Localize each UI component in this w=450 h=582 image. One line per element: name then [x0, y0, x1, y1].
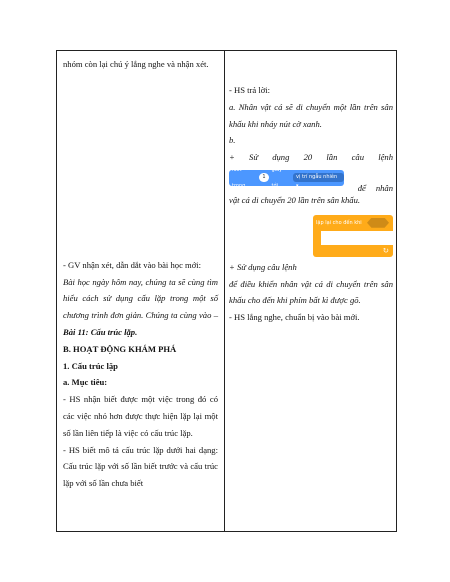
after-block-text — [358, 180, 393, 197]
student-column — [225, 51, 398, 531]
word: 20 — [303, 152, 313, 163]
goal-1: - HS nhận biết được một việc trong đó có các việc nhỏ hơn được thực hiện lặp lại một số lần liên tiếp là việc có cấu trúc lặp. — [63, 394, 218, 438]
gv-intro: - GV nhận xét, dẫn dắt vào bài học mới: — [63, 259, 202, 270]
plus-2: + Sử dụng câu lệnh — [229, 261, 297, 272]
answer-a: a. Nhân vật cá sẽ di chuyển một lần trên sân khấu khi nháy nút cờ xanh. — [229, 101, 393, 129]
word: dụng — [272, 152, 290, 163]
block-number: 1 — [259, 173, 268, 182]
answer-b: b. — [229, 135, 236, 146]
section-b-heading: B. HOẠT ĐỘNG KHÁM PHÁ — [63, 343, 177, 354]
word: Sử — [249, 152, 258, 163]
word: câu — [351, 152, 364, 163]
block-label: lướt trong — [232, 166, 246, 189]
gv-paragraph — [63, 274, 218, 341]
scratch-glide-block — [229, 166, 344, 190]
word: lệnh — [378, 152, 393, 163]
plus-2-cont: để điều khiển nhân vật cá di chuyển trên sân khấu cho đến khi phím bất kì được gõ. — [229, 278, 393, 306]
lesson-table — [56, 50, 397, 532]
teacher-column — [57, 51, 224, 531]
lesson-title: Bài 11: Cấu trúc lặp. — [63, 326, 138, 337]
block-dropdown: vị trí ngẫu nhiên ▾ — [293, 173, 344, 182]
wait-block-row — [229, 166, 393, 192]
repeat-block-label: lặp lại cho đến khi — [316, 219, 362, 226]
hs-answer: - HS trả lời: — [229, 85, 271, 95]
word: lần — [326, 152, 338, 163]
hs-listen: - HS lắng nghe, chuẩn bị vào bài mới. — [229, 312, 360, 323]
gv-italic: Bài học ngày hôm nay, chúng ta sẽ cùng tìm hiểu cách sử dụng cấu lặp trong một số chương trình đơn giản. Chúng ta cùng vào – — [63, 276, 218, 321]
section-a-heading: a. Mục tiêu: — [63, 377, 108, 388]
intro-line: nhóm còn lại chú ý lắng nghe và nhận xét. — [63, 59, 209, 69]
word: + — [229, 152, 235, 163]
scratch-repeat-until-block — [313, 215, 450, 259]
word: để — [357, 182, 366, 193]
section-1-heading: 1. Cấu trúc lặp — [63, 360, 118, 371]
block-label-mid: giây tới — [271, 166, 283, 189]
goal-2: - HS biết mô tả cấu trúc lặp dưới hai dạng: Cấu trúc lặp với số lần biết trước và cấu trúc lặp với số lần chưa biết — [63, 444, 218, 489]
plus-1-end: vật cá di chuyển 20 lần trên sân khấu. — [229, 194, 361, 205]
word: nhân — [375, 182, 393, 193]
repeat-block-bottom — [313, 245, 393, 257]
condition-slot — [367, 218, 389, 228]
loop-arrow-icon: ↻ — [382, 245, 389, 255]
